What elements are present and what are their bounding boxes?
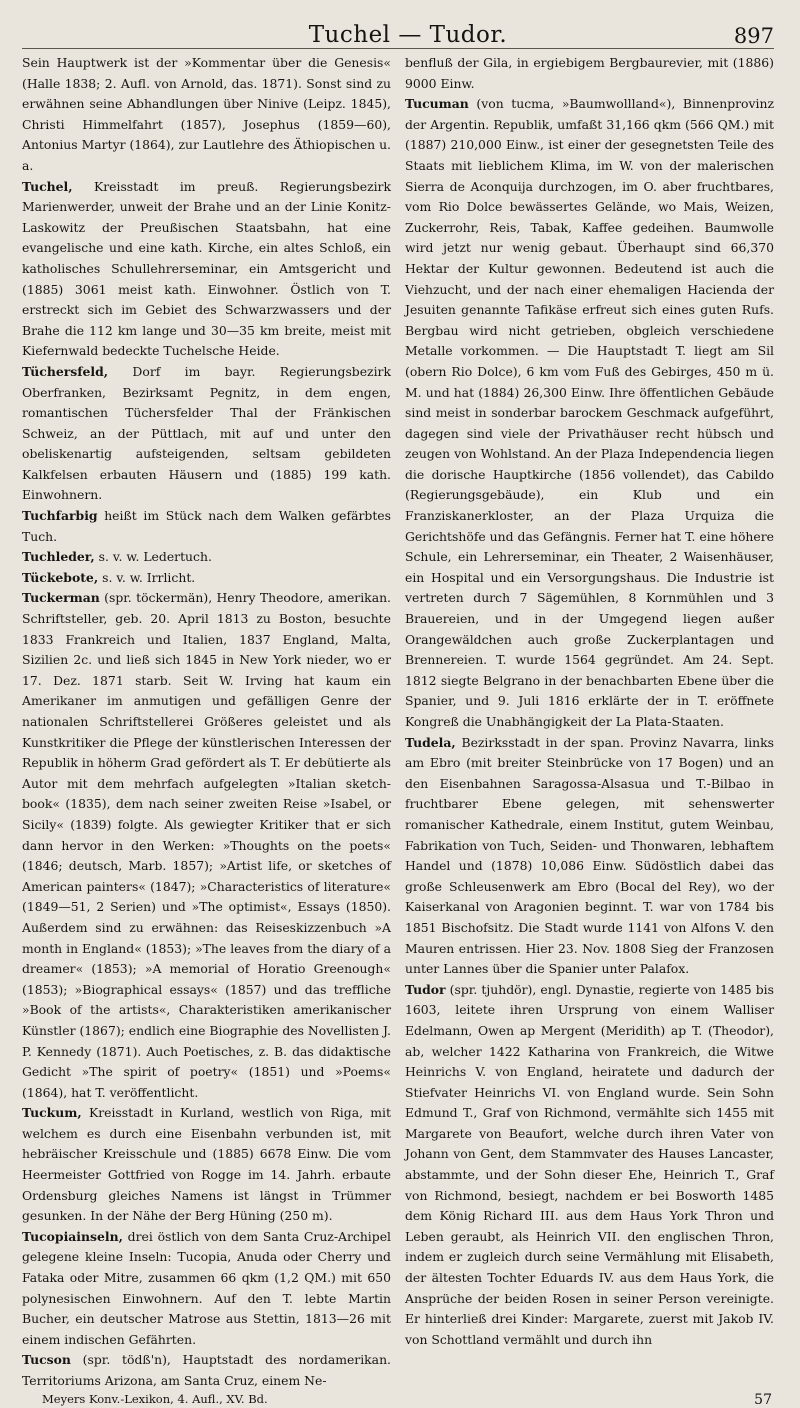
- entry-text: Bezirksstadt in der span. Provinz Navarra, links am Ebro (mit breiter Steinbrücke von 17 Bogen) und an den Eisenbahnen Saragossa-Alsasua und T.-Bilbao in fruchtbarer Ebene gelegen, mit sehenswerter romanischer Kathedrale, einem Institut, gutem Weinbau, Fabrikation von Tuch, Seiden- und Thonwaren, lebhaftem Handel und (1878) 10,086 Einw. Südöstlich dabei das große Schleusenwerk am Ebro (Bocal del Rey), wo der Kaiserkanal von Aragonien beginnt. T. war von 1784 bis 1851 Bischofsitz. Die Stadt wurde 1141 von Alfons V. den Mauren entrissen. Hier 23. Nov. 1808 Sieg der Franzosen unter Lannes über die Spanier unter Palafox.: [405, 734, 774, 977]
- dictionary-entry: [22, 53, 391, 177]
- entry-text: (spr. tjuhdör), engl. Dynastie, regierte von 1485 bis 1603, leitete ihren Ursprung von einem Walliser Edelmann, Owen ap Mergent (Meridith) ap T. (Theodor), ab, welcher 1422 Katharina von Frankreich, die Witwe Heinrichs V. von England, heiratete und dadurch der Stiefvater Heinrichs VI. von England wurde. Sein Sohn Edmund T., Graf von Richmond, vermählte sich 1455 mit Margarete von Beaufort, welche durch ihren Vater von Johann von Gent, dem Stammvater des Hauses Lancaster, abstammte, und der Sohn dieser Ehe, Heinrich T., Graf von Richmond, besiegt, nachdem er bei Bosworth 1485 dem König Richard III. aus dem Haus York Thron und Leben geraubt, als Heinrich VII. den englischen Thron, indem er zugleich durch seine Vermählung mit Elisabeth, der ältesten Tochter Eduards IV. aus dem Haus York, die Ansprüche der beiden Rosen in seiner Person vereinigte. Er hinterließ drei Kinder: Margarete, zuerst mit Jakob IV. von Schottland vermählt und durch ihn: [405, 981, 774, 1347]
- entry-headword: Tuckerman: [22, 590, 100, 606]
- dictionary-entry: [22, 362, 391, 506]
- entry-text: (spr. töckermän), Henry Theodore, amerikan. Schriftsteller, geb. 20. April 1813 zu Boston, besuchte 1833 Frankreich und Italien, 1837 England, Malta, Sizilien 2c. und ließ sich 1845 in New York nieder, wo er 17. Dez. 1871 starb. Seit W. Irving hat kaum ein Amerikaner im anmutigen und gefälligen Genre der nationalen Schriftstellerei Größeres geleistet und als Kunstkritiker die Pflege der künstlerischen Interessen der Republik in höherm Grad gefördert als T. Er debütierte als Autor mit dem mehrfach aufgelegten »Italian sketch-book« (1835), dem nach seiner zweiten Reise »Isabel, or Sicily« (1839) folgte. Als gewiegter Kritiker that er sich dann hervor in den Werken: »Thoughts on the poets« (1846; deutsch, Marb. 1857); »Artist life, or sketches of American painters« (1847); »Characteristics of literature« (1849—51, 2 Serien) und »The optimist«, Essays (1850). Außerdem sind zu erwähnen: das Reiseskizzenbuch »A month in England« (1853); »The leaves from the diary of a dreamer« (1853); »A memorial of Horatio Greenough« (1853); »Biographical essays« (1857) und das treffliche »Book of the artists«, Charakteristiken amerikanischer Künstler (1867); endlich eine Biographie des Novellisten J. P. Kennedy (1871). Auch Poetisches, z. B. das didaktische Gedicht »The spirit of poetry« (1851) und »Poems« (1864), hat T. veröffentlicht.: [22, 590, 391, 1100]
- entry-text: heißt im Stück nach dem Walken gefärbtes Tuch.: [22, 508, 391, 544]
- dictionary-entry: [22, 588, 391, 1103]
- entry-headword: Tuchfarbig: [22, 508, 98, 524]
- running-title: Tuchel — Tudor.: [308, 22, 508, 48]
- page-number: 897: [733, 24, 774, 48]
- entry-headword: Tuchel,: [22, 178, 73, 194]
- dictionary-entry: [22, 506, 391, 547]
- right-column: [405, 53, 774, 1392]
- entry-headword: Tudor: [405, 981, 446, 997]
- dictionary-entry: [22, 1350, 391, 1391]
- dictionary-entry: [405, 980, 774, 1351]
- source-line: Meyers Konv.-Lexikon, 4. Aufl., XV. Bd.: [42, 1391, 268, 1406]
- entry-headword: Tucuman: [405, 96, 469, 112]
- entry-headword: Tuchleder,: [22, 549, 95, 565]
- entry-text: s. v. w. Irrlicht.: [98, 569, 196, 585]
- left-column: [22, 53, 391, 1392]
- dictionary-entry: [405, 733, 774, 980]
- dictionary-entry: [22, 547, 391, 568]
- entry-text: Kreisstadt im preuß. Regierungsbezirk Marienwerder, unweit der Brahe und an der Linie Konitz-Laskowitz der Preußischen Staatsbahn, hat eine evangelische und eine kath. Kirche, ein altes Schloß, ein katholisches Schullehrerseminar, ein Amtsgericht und (1885) 3061 meist kath. Einwohner. Östlich von T. erstreckt sich im Gebiet des Schwarzwassers und der Brahe die 112 km lange und 30—35 km breite, meist mit Kiefernwald bedeckte Tuchelsche Heide.: [22, 178, 391, 359]
- dictionary-entry: [22, 1103, 391, 1227]
- entry-text: s. v. w. Ledertuch.: [94, 549, 212, 565]
- entry-text: (spr. tödß'n), Hauptstadt des nordamerikan. Territoriums Arizona, am Santa Cruz, einem Ne-: [22, 1352, 391, 1388]
- dictionary-entry: [405, 53, 774, 94]
- entry-headword: Tucopiainseln,: [22, 1228, 123, 1244]
- entry-text: Kreisstadt in Kurland, westlich von Riga, mit welchem es durch eine Eisenbahn verbunden ist, mit hebräischer Kreisschule und (1885) 6678 Einw. Die vom Heermeister Gottfried von Rogge im 14. Jahrh. erbaute Ordensburg gleiches Namens ist längst in Trümmer gesunken. In der Nähe der Berg Hüning (250 m).: [22, 1105, 391, 1224]
- entry-headword: Tüchersfeld,: [22, 363, 109, 379]
- dictionary-entry: [22, 568, 391, 589]
- page-footer: [22, 1392, 774, 1408]
- entry-headword: Tückebote,: [22, 569, 99, 585]
- entry-text: Dorf im bayr. Regierungsbezirk Oberfranken, Bezirksamt Pegnitz, in dem engen, romantischen Tüchersfelder Thal der Fränkischen Schweiz, an der Püttlach, mit auf und unter den obeliskenartig aufsteigenden, seltsam gebildeten Kalkfelsen erbauten Häusern und (1885) 199 kath. Einwohnern.: [22, 363, 391, 503]
- entry-headword: Tucson: [22, 1352, 71, 1368]
- entry-headword: Tudela,: [405, 734, 456, 750]
- dictionary-entry: [22, 1227, 391, 1351]
- entry-text: drei östlich von dem Santa Cruz-Archipel gelegene kleine Inseln: Tucopia, Anuda oder Cherry und Fataka oder Mitre, zusammen 66 qkm (1,2 QM.) mit 650 polynesischen Einwohnern. Auf den T. lebte Martin Bucher, ein deutscher Matrose aus Stettin, 1813—26 mit einem indischen Gefährten.: [22, 1228, 391, 1347]
- dictionary-entry: [405, 94, 774, 732]
- entry-text: benfluß der Gila, in ergiebigem Bergbaurevier, mit (1886) 9000 Einw.: [405, 55, 774, 91]
- text-columns: [22, 53, 774, 1392]
- entry-headword: Tuckum,: [22, 1105, 82, 1121]
- dictionary-entry: [22, 177, 391, 362]
- sheet-number: 57: [754, 1391, 772, 1408]
- page-header: [22, 14, 774, 49]
- entry-text: Sein Hauptwerk ist der »Kommentar über die Genesis« (Halle 1838; 2. Aufl. von Arnold, das. 1871). Sonst sind zu erwähnen seine Abhandlungen über Ninive (Leipz. 1845), Christi Himmelfahrt (1857), Josephus (1859—60), Antonius Martyr (1864), zur Lautlehre des Äthiopischen u. a.: [22, 55, 391, 173]
- entry-text: (von tucma, »Baumwollland«), Binnenprovinz der Argentin. Republik, umfaßt 31,166 qkm (566 QM.) mit (1887) 210,000 Einw., ist einer der gesegnetsten Teile des Staats mit lieblichem Klima, im W. von der malerischen Sierra de Aconquija durchzogen, im O. aber fruchtbares, vom Rio Dolce bewässertes Gelände, wo Mais, Weizen, Zuckerrohr, Reis, Tabak, Kaffee gedeihen. Baumwolle wird jetzt nur wenig gebaut. Überhaupt sind 66,370 Hektar der Kultur gewonnen. Bedeutend ist auch die Viehzucht, und der nach einer ehemaligen Hacienda der Jesuiten genannte Tafikäse erfreut sich eines guten Rufs. Bergbau wird nicht getrieben, obgleich verschiedene Metalle vorkommen. — Die Hauptstadt T. liegt am Sil (obern Rio Dolce), 6 km vom Fuß des Gebirges, 450 m ü. M. und hat (1884) 26,300 Einw. Ihre öffentlichen Gebäude sind meist in sonderbar barockem Geschmack aufgeführt, dagegen sind viele der Privathäuser recht hübsch und zeugen von Wohlstand. An der Plaza Independencia liegen die dorische Hauptkirche (1856 vollendet), das Cabildo (Regierungsgebäude), ein Klub und ein Franziskanerkloster, an der Plaza Urquiza die Gerichtshöfe und das Gefängnis. Ferner hat T. eine höhere Schule, ein Lehrerseminar, ein Theater, 2 Waisenhäuser, ein Hospital und ein Versorgungshaus. Die Industrie ist vertreten durch 7 Sägemühlen, 8 Kornmühlen und 3 Brauereien, und in der Umgegend liegen außer Orangewäldchen auch große Zuckerplantagen und Brennereien. T. wurde 1564 gegründet. Am 24. Sept. 1812 siegte Belgrano in der benachbarten Ebene über die Spanier, und 9. Juli 1816 erklärte der in T. eröffnete Kongreß die Unabhängigkeit der La Plata-Staaten.: [405, 96, 774, 729]
